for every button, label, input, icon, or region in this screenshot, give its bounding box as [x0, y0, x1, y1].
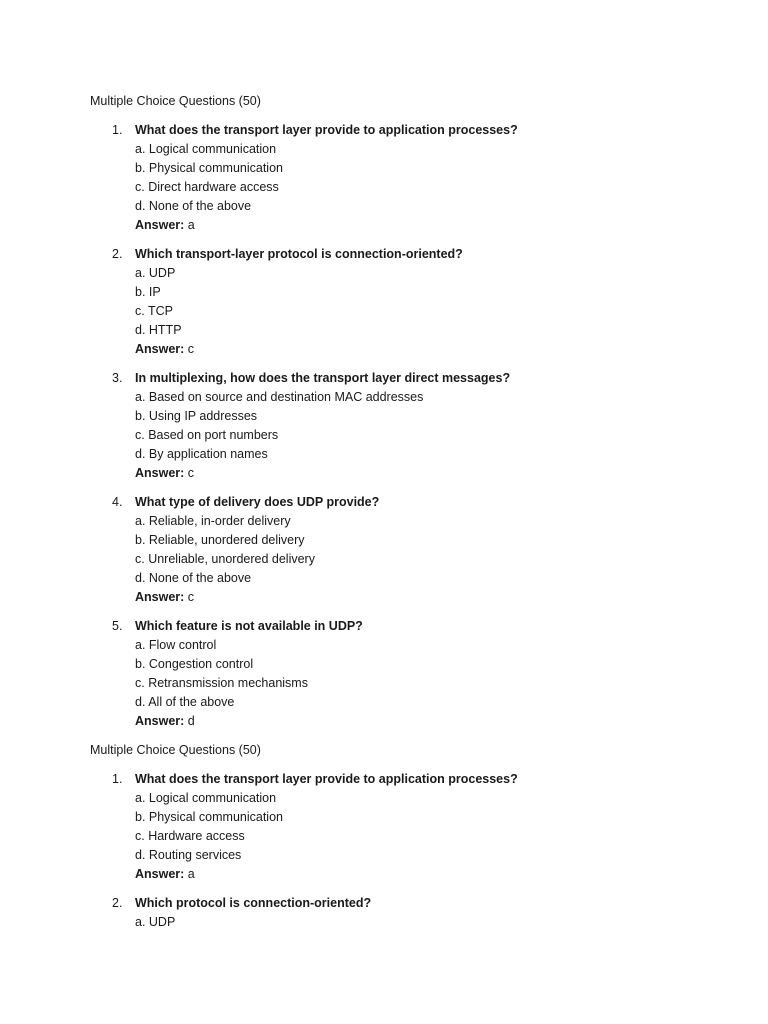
- answer-value: a: [184, 867, 195, 881]
- question-number: 1.: [112, 772, 123, 786]
- answer-line: [135, 464, 730, 483]
- answer-label: Answer:: [135, 867, 185, 881]
- question-number: 2.: [112, 896, 123, 910]
- question-number: 4.: [112, 495, 123, 509]
- answer-option: a. Logical communication: [135, 791, 277, 805]
- answer-option: c. TCP: [135, 304, 173, 318]
- answer-option: b. Physical communication: [135, 810, 283, 824]
- answer-option: a. Based on source and destination MAC addresses: [135, 390, 424, 404]
- answer-option: d. None of the above: [135, 571, 252, 585]
- answer-option: a. Flow control: [135, 638, 217, 652]
- answer-option: b. IP: [135, 285, 161, 299]
- document-page: [90, 92, 730, 942]
- answer-label: Answer:: [135, 714, 185, 728]
- answer-line: [135, 865, 730, 884]
- question-text: What type of delivery does UDP provide?: [135, 495, 380, 509]
- question-item: [90, 894, 730, 932]
- answer-option: a. Logical communication: [135, 142, 277, 156]
- question-number: 3.: [112, 371, 123, 385]
- question-item: [90, 617, 730, 731]
- answer-label: Answer:: [135, 218, 185, 232]
- question-text: What does the transport layer provide to application processes?: [135, 772, 518, 786]
- question-item: [90, 493, 730, 607]
- question-item: [90, 369, 730, 483]
- answer-value: d: [184, 714, 195, 728]
- question-item: [90, 121, 730, 235]
- answer-value: a: [184, 218, 195, 232]
- question-section: [90, 741, 730, 932]
- answer-option: b. Reliable, unordered delivery: [135, 533, 305, 547]
- answer-line: [135, 588, 730, 607]
- question-number: 2.: [112, 247, 123, 261]
- question-item: [90, 245, 730, 359]
- answer-option: a. Reliable, in-order delivery: [135, 514, 291, 528]
- answer-option: c. Unreliable, unordered delivery: [135, 552, 315, 566]
- answer-option: d. By application names: [135, 447, 268, 461]
- answer-value: c: [184, 342, 195, 356]
- answer-option: d. Routing services: [135, 848, 242, 862]
- answer-option: c. Based on port numbers: [135, 428, 279, 442]
- answer-option: c. Hardware access: [135, 829, 245, 843]
- answer-line: [135, 340, 730, 359]
- answer-label: Answer:: [135, 466, 185, 480]
- answer-option: d. HTTP: [135, 323, 182, 337]
- section-title: Multiple Choice Questions (50): [90, 94, 261, 108]
- answer-label: Answer:: [135, 590, 185, 604]
- question-item: [90, 770, 730, 884]
- answer-option: a. UDP: [135, 266, 176, 280]
- answer-option: b. Congestion control: [135, 657, 254, 671]
- answer-line: [135, 712, 730, 731]
- question-text: What does the transport layer provide to application processes?: [135, 123, 518, 137]
- question-text: Which transport-layer protocol is connection-oriented?: [135, 247, 463, 261]
- answer-option: c. Direct hardware access: [135, 180, 279, 194]
- question-number: 5.: [112, 619, 123, 633]
- answer-value: c: [184, 466, 195, 480]
- answer-option: a. UDP: [135, 915, 176, 929]
- answer-option: b. Using IP addresses: [135, 409, 258, 423]
- answer-line: [135, 216, 730, 235]
- question-number: 1.: [112, 123, 123, 137]
- answer-option: d. All of the above: [135, 695, 235, 709]
- section-title: Multiple Choice Questions (50): [90, 743, 261, 757]
- question-text: Which feature is not available in UDP?: [135, 619, 363, 633]
- answer-value: c: [184, 590, 195, 604]
- answer-option: b. Physical communication: [135, 161, 283, 175]
- answer-option: c. Retransmission mechanisms: [135, 676, 308, 690]
- question-text: Which protocol is connection-oriented?: [135, 896, 372, 910]
- answer-label: Answer:: [135, 342, 185, 356]
- question-text: In multiplexing, how does the transport layer direct messages?: [135, 371, 511, 385]
- question-section: [90, 92, 730, 731]
- answer-option: d. None of the above: [135, 199, 252, 213]
